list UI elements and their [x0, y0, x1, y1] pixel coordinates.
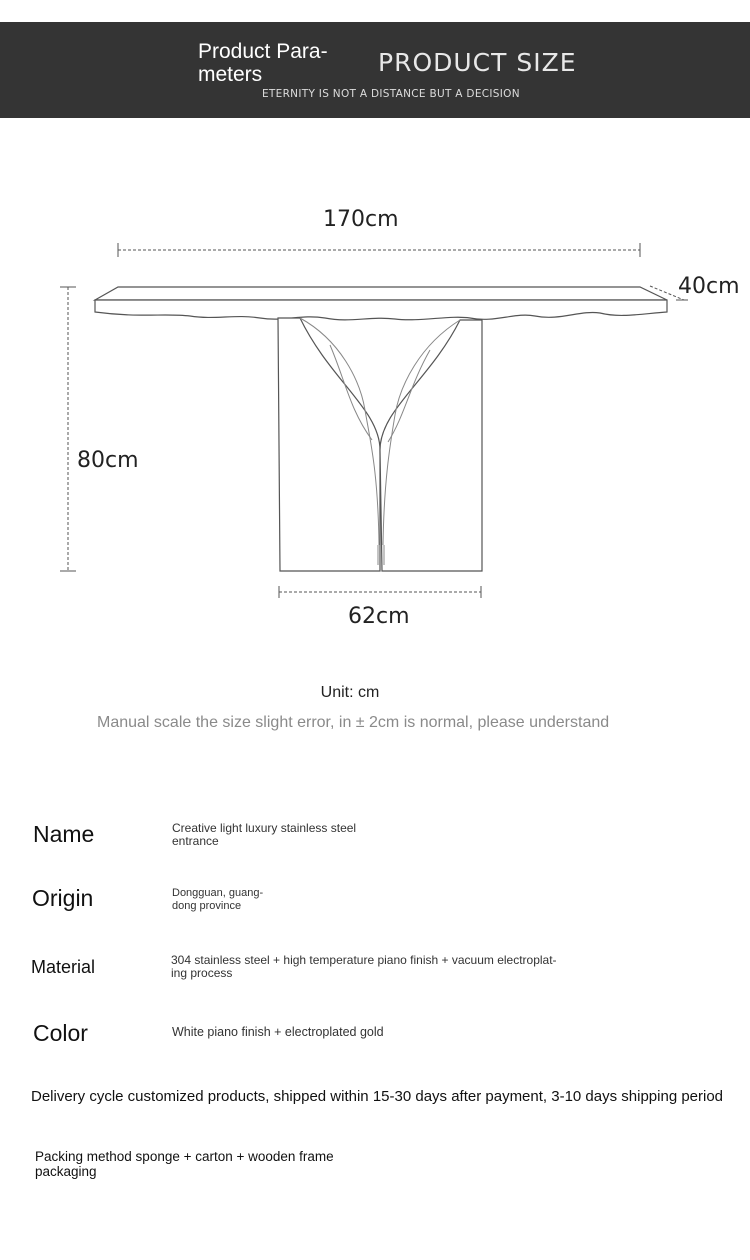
param-label-material: Material	[31, 957, 96, 977]
param-value-name: Creative light luxury stainless steel entrance	[172, 821, 357, 848]
header-banner	[0, 22, 750, 118]
param-value-origin: Dongguan, guang- dong province	[172, 887, 264, 912]
packing-method-text: Packing method sponge + carton + wooden frame packaging	[35, 1149, 334, 1179]
param-label-color: Color	[33, 1020, 88, 1046]
param-label-name: Name	[33, 821, 95, 847]
width-dimension-label: 170cm	[323, 207, 399, 232]
section-title: Product Para- meters	[198, 40, 328, 86]
param-value-color: White piano finish + electroplated gold	[172, 1025, 384, 1039]
param-value-material: 304 stainless steel + high temperature piano finish + vacuum electroplat- ing process	[171, 953, 557, 980]
unit-text: Unit: cm	[320, 684, 380, 701]
param-label-origin: Origin	[32, 885, 94, 911]
base-dimension-label: 62cm	[348, 604, 410, 629]
delivery-cycle-text: Delivery cycle customized products, shipped within 15-30 days after payment, 3-10 days shipping period	[31, 1088, 724, 1105]
depth-dimension-label: 40cm	[678, 274, 740, 299]
height-dimension-label: 80cm	[77, 448, 139, 473]
section-title-english: PRODUCT SIZE	[378, 48, 577, 77]
product-dimension-diagram	[0, 150, 750, 650]
section-subtitle: ETERNITY IS NOT A DISTANCE BUT A DECISION	[262, 88, 520, 100]
tolerance-note: Manual scale the size slight error, in ± 2cm is normal, please understand	[97, 714, 610, 731]
